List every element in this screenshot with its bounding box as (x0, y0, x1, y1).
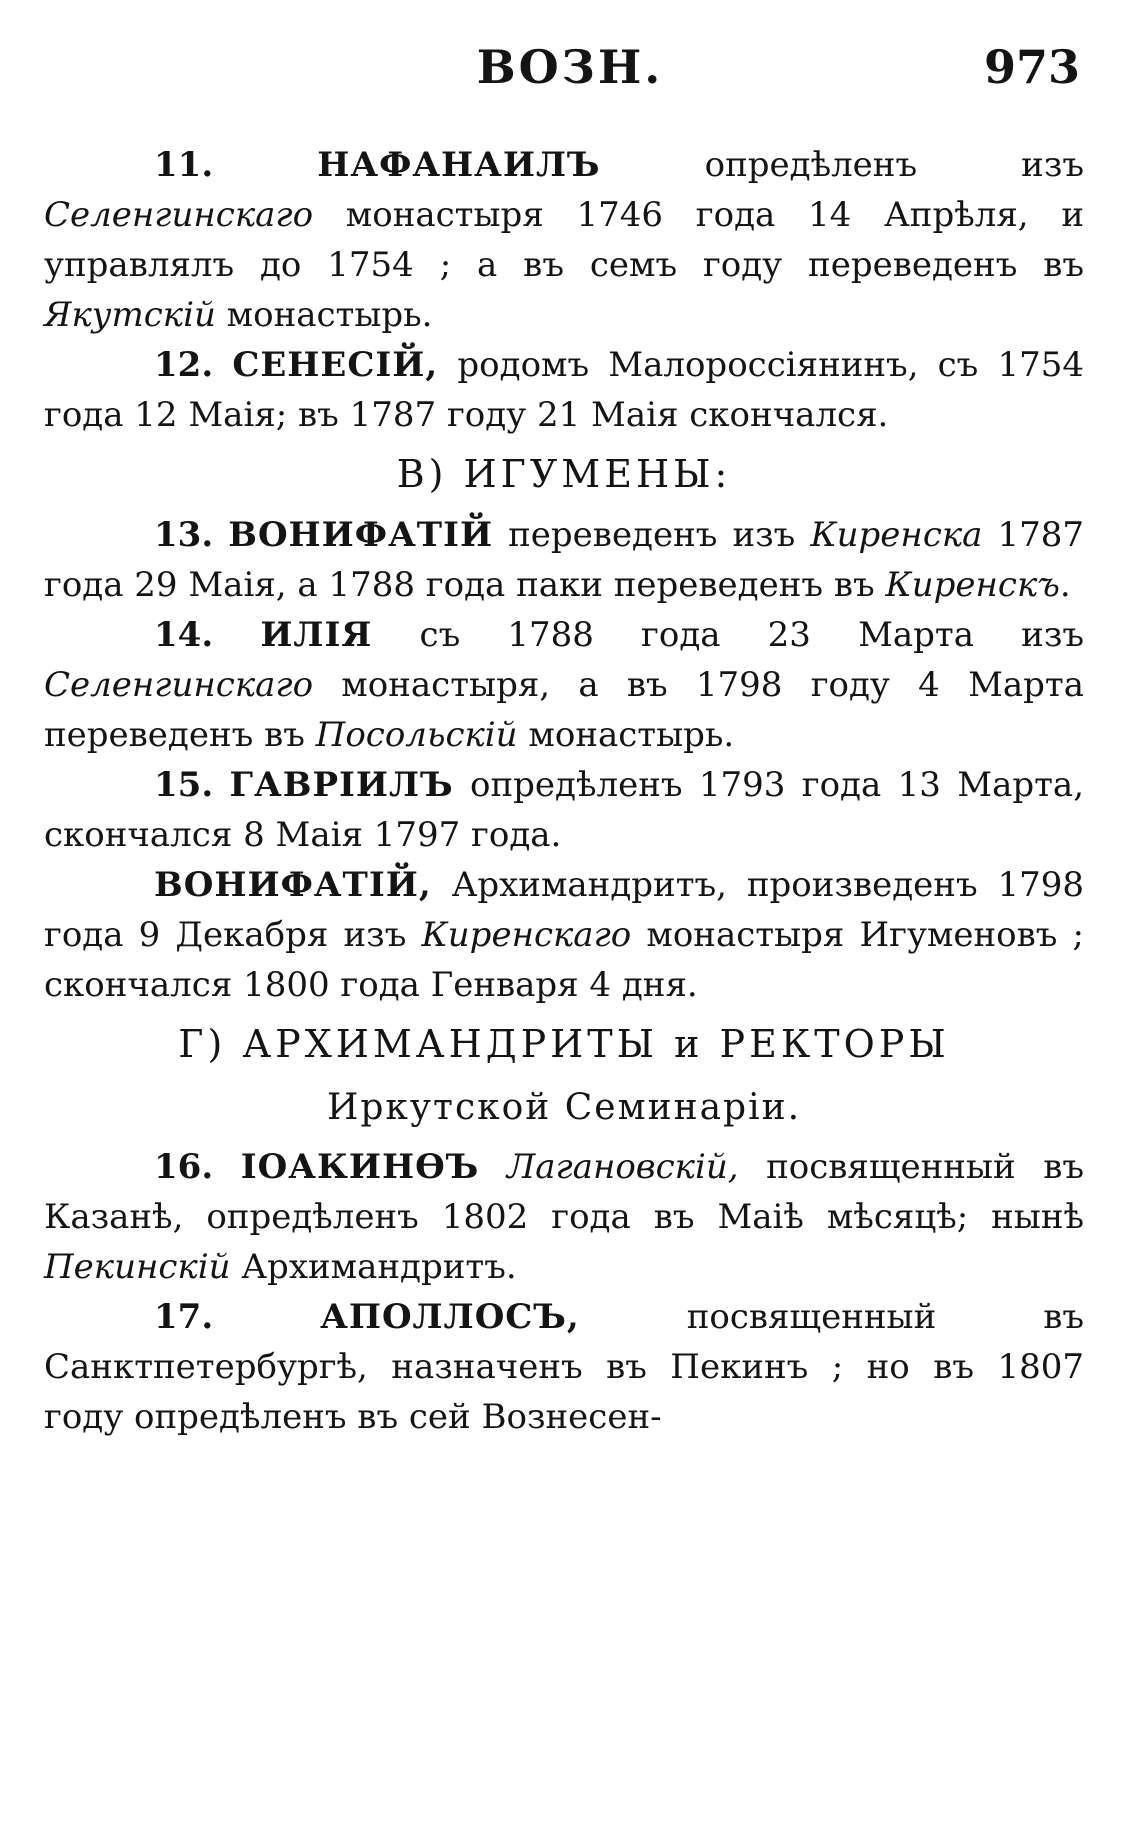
entry-text: родомъ Малороссіянинъ, съ 1754 года 12 Маія; въ 1787 году 21 Маія скончался. (44, 345, 1084, 435)
running-title: ВОЗН. (476, 40, 664, 94)
entry-text (479, 1147, 507, 1187)
entry-number: 11. (154, 145, 214, 185)
entry-italic: Селенгинскаго (44, 665, 314, 705)
entry-name: ВОНИФАТІЙ (228, 515, 494, 555)
entry-text: монастырь. (517, 715, 735, 755)
entry-name: ІОАКИНѲЪ (240, 1147, 480, 1187)
entry-number: 14. (154, 615, 214, 655)
entry-14 (44, 610, 1084, 760)
entry-number: 15. (154, 765, 214, 805)
entry-name: ИЛІЯ (260, 615, 373, 655)
entry-text: монастыря 1746 года 14 Апрѣля, и управлялъ до 1754 ; а въ семъ году переведенъ въ (44, 195, 1084, 285)
entry-italic: Киренска (810, 515, 983, 555)
entry-13 (44, 510, 1084, 610)
entry-12 (44, 340, 1084, 440)
entry-text: посвященный въ Казанѣ, опредѣленъ 1802 года въ Маіѣ мѣсяцѣ; нынѣ (44, 1147, 1084, 1237)
entry-text: Архимандритъ. (230, 1247, 517, 1287)
entry-name: СЕНЕСІЙ, (232, 345, 439, 385)
entry-name: ГАВРІИЛЪ (229, 765, 454, 805)
entry-number: 16. (154, 1147, 214, 1187)
entry-italic: Селенгинскаго (44, 195, 314, 235)
entry-15 (44, 760, 1084, 860)
entry-text: опредѣленъ изъ (600, 145, 1085, 185)
entry-italic: Посольскій (315, 715, 518, 755)
section-heading-igumens: В) ИГУМЕНЫ: (396, 452, 732, 496)
entry-archimandrite (44, 860, 1084, 1010)
entry-italic: Якутскій (44, 295, 216, 335)
entry-16 (44, 1142, 1084, 1292)
entry-italic: Киренскъ (885, 565, 1060, 605)
entry-italic: Киренскаго (421, 915, 632, 955)
entry-text: съ 1788 года 23 Марта изъ (372, 615, 1084, 655)
entry-italic: Пекинскій (44, 1247, 231, 1287)
section-heading-archimandrites: Г) АРХИМАНДРИТЫ и РЕКТОРЫ (178, 1022, 950, 1066)
entry-text: опредѣленъ 1793 года 13 Марта, скончался 8 Маія 1797 года. (44, 765, 1084, 855)
entry-17 (44, 1292, 1084, 1442)
entry-11 (44, 140, 1084, 340)
entry-number: 17. (154, 1297, 214, 1337)
entry-name: АПОЛЛОСЪ, (320, 1297, 580, 1337)
entry-italic: Лагановскій, (506, 1147, 739, 1187)
entry-text: Архимандритъ, произведенъ 1798 года 9 Декабря изъ (44, 865, 1084, 955)
entry-text: посвященный въ Санктпетербургѣ, назначенъ въ Пекинъ ; но въ 1807 году опредѣленъ въ сей Вознесен- (44, 1297, 1084, 1437)
running-header (60, 30, 1080, 110)
page-number: 973 (983, 40, 1080, 94)
entry-text: переведенъ изъ (493, 515, 811, 555)
entry-number: 13. (154, 515, 214, 555)
page-body (44, 140, 1084, 1442)
entry-number: 12. (154, 345, 214, 385)
entry-text: монастырь. (215, 295, 433, 335)
section-subheading-seminary: Иркутской Семинаріи. (326, 1087, 802, 1128)
entry-name: НАФАНАИЛЪ (317, 145, 601, 185)
entry-text: монастыря Игуменовъ ; скончался 1800 года Генваря 4 дня. (44, 915, 1085, 1005)
entry-name: ВОНИФАТІЙ, (154, 865, 432, 905)
entry-text: монастыря, а въ 1798 году 4 Марта переведенъ въ (44, 665, 1084, 755)
entry-text: . (1059, 565, 1071, 605)
entry-text: 1787 года 29 Маія, а 1788 года паки переведенъ въ (44, 515, 1085, 605)
